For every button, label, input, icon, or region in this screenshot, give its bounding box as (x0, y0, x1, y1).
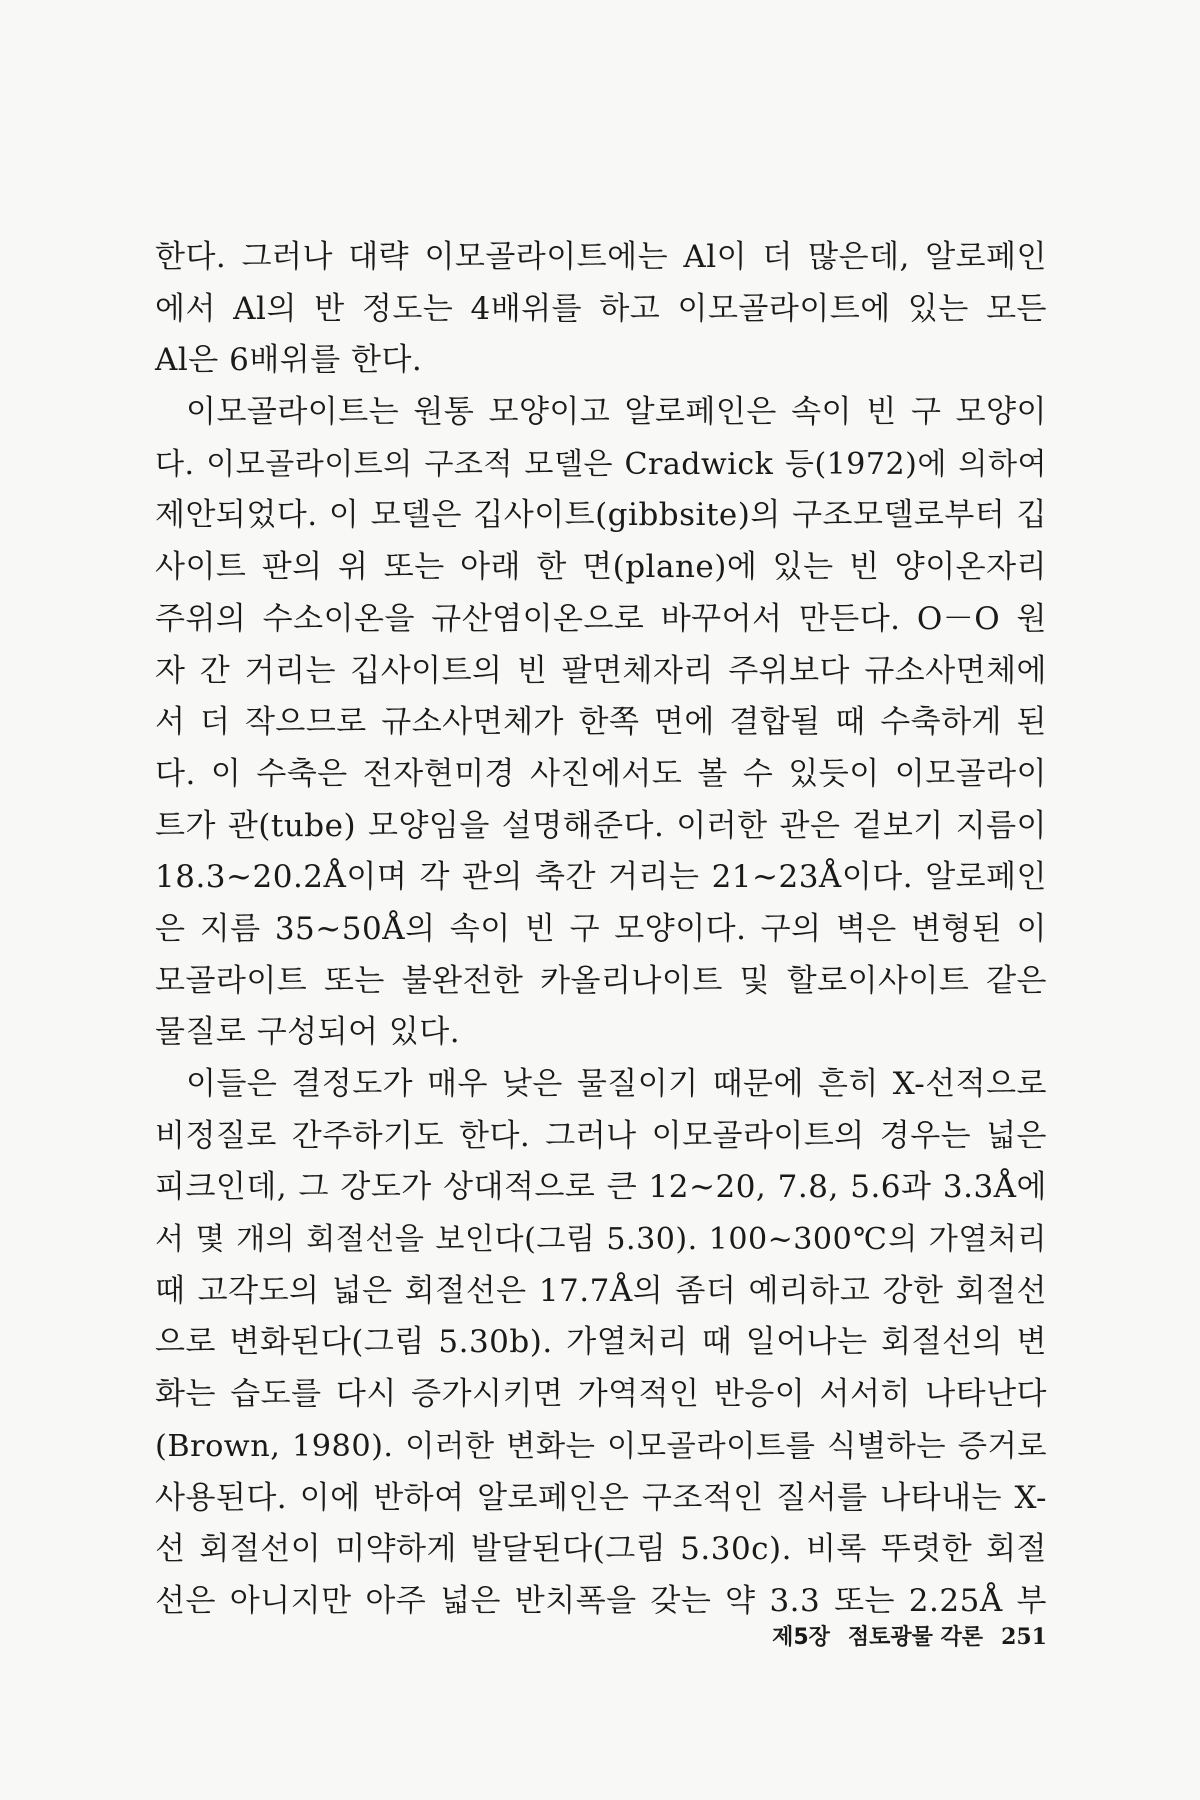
page-footer (772, 1620, 1047, 1651)
text-line: 으로 변화된다(그림 5.30b). 가열처리 때 일어나는 회절선의 변 (155, 1324, 1047, 1361)
text-line: 이들은 결정도가 매우 낮은 물질이기 때문에 흔히 X-선적으로 (186, 1066, 1047, 1102)
text-line: 물질로 구성되어 있다. (155, 1014, 461, 1051)
text-line: 모골라이트 또는 불완전한 카올리나이트 및 할로이사이트 같은 (155, 962, 1047, 999)
text-line: 제안되었다. 이 모델은 깁사이트(gibbsite)의 구조모델로부터 깁 (155, 497, 1047, 534)
text-line: Al은 6배위를 한다. (155, 342, 423, 379)
text-line: 사이트 판의 위 또는 아래 한 면(plane)에 있는 빈 양이온자리 (155, 549, 1047, 586)
text-line: 서 몇 개의 회절선을 보인다(그림 5.30). 100~300℃의 가열처리 (155, 1222, 1047, 1258)
text-line: 트가 관(tube) 모양임을 설명해준다. 이러한 관은 겉보기 지름이 (155, 807, 1047, 844)
text-line: 18.3~20.2Å이며 각 관의 축간 거리는 21~23Å이다. 알로페인 (155, 859, 1047, 896)
body-text (155, 232, 1047, 1628)
text-line: 이모골라이트는 원통 모양이고 알로페인은 속이 빈 구 모양이 (186, 394, 1047, 431)
section-title: 점토광물 각론 (847, 1625, 984, 1650)
chapter-label: 제5장 (772, 1625, 830, 1650)
text-line: 다. 이 수축은 전자현미경 사진에서도 볼 수 있듯이 이모골라이 (155, 755, 1047, 792)
text-line: 에서 Al의 반 정도는 4배위를 하고 이모골라이트에 있는 모든 (155, 290, 1047, 327)
text-line: 선 회절선이 미약하게 발달된다(그림 5.30c). 비록 뚜렷한 회절 (155, 1531, 1047, 1568)
text-line: 주위의 수소이온을 규산염이온으로 바꾸어서 만든다. O－O 원 (155, 600, 1047, 637)
text-line: 서 더 작으므로 규소사면체가 한쪽 면에 결합될 때 수축하게 된 (155, 704, 1047, 741)
text-line: 은 지름 35~50Å의 속이 빈 구 모양이다. 구의 벽은 변형된 이 (155, 910, 1047, 947)
text-line: (Brown, 1980). 이러한 변화는 이모골라이트를 식별하는 증거로 (155, 1428, 1047, 1464)
text-line: 자 간 거리는 깁사이트의 빈 팔면체자리 주위보다 규소사면체에 (155, 652, 1047, 689)
text-line: 한다. 그러나 대략 이모골라이트에는 Al이 더 많은데, 알로페인 (155, 239, 1047, 275)
text-line: 비정질로 간주하기도 한다. 그러나 이모골라이트의 경우는 넓은 (155, 1117, 1047, 1154)
page-number: 251 (1001, 1624, 1047, 1650)
text-line: 피크인데, 그 강도가 상대적으로 큰 12~20, 7.8, 5.6과 3.3Å에 (155, 1169, 1047, 1206)
text-line: 화는 습도를 다시 증가시키면 가역적인 반응이 서서히 나타난다 (155, 1376, 1047, 1413)
text-line: 때 고각도의 넓은 회절선은 17.7Å의 좀더 예리하고 강한 회절선 (155, 1272, 1047, 1309)
text-line: 다. 이모골라이트의 구조적 모델은 Cradwick 등(1972)에 의하여 (155, 446, 1047, 482)
text-line: 사용된다. 이에 반하여 알로페인은 구조적인 질서를 나타내는 X- (155, 1479, 1047, 1516)
text-line: 선은 아니지만 아주 넓은 반치폭을 갖는 약 3.3 또는 2.25Å 부 (155, 1582, 1047, 1619)
